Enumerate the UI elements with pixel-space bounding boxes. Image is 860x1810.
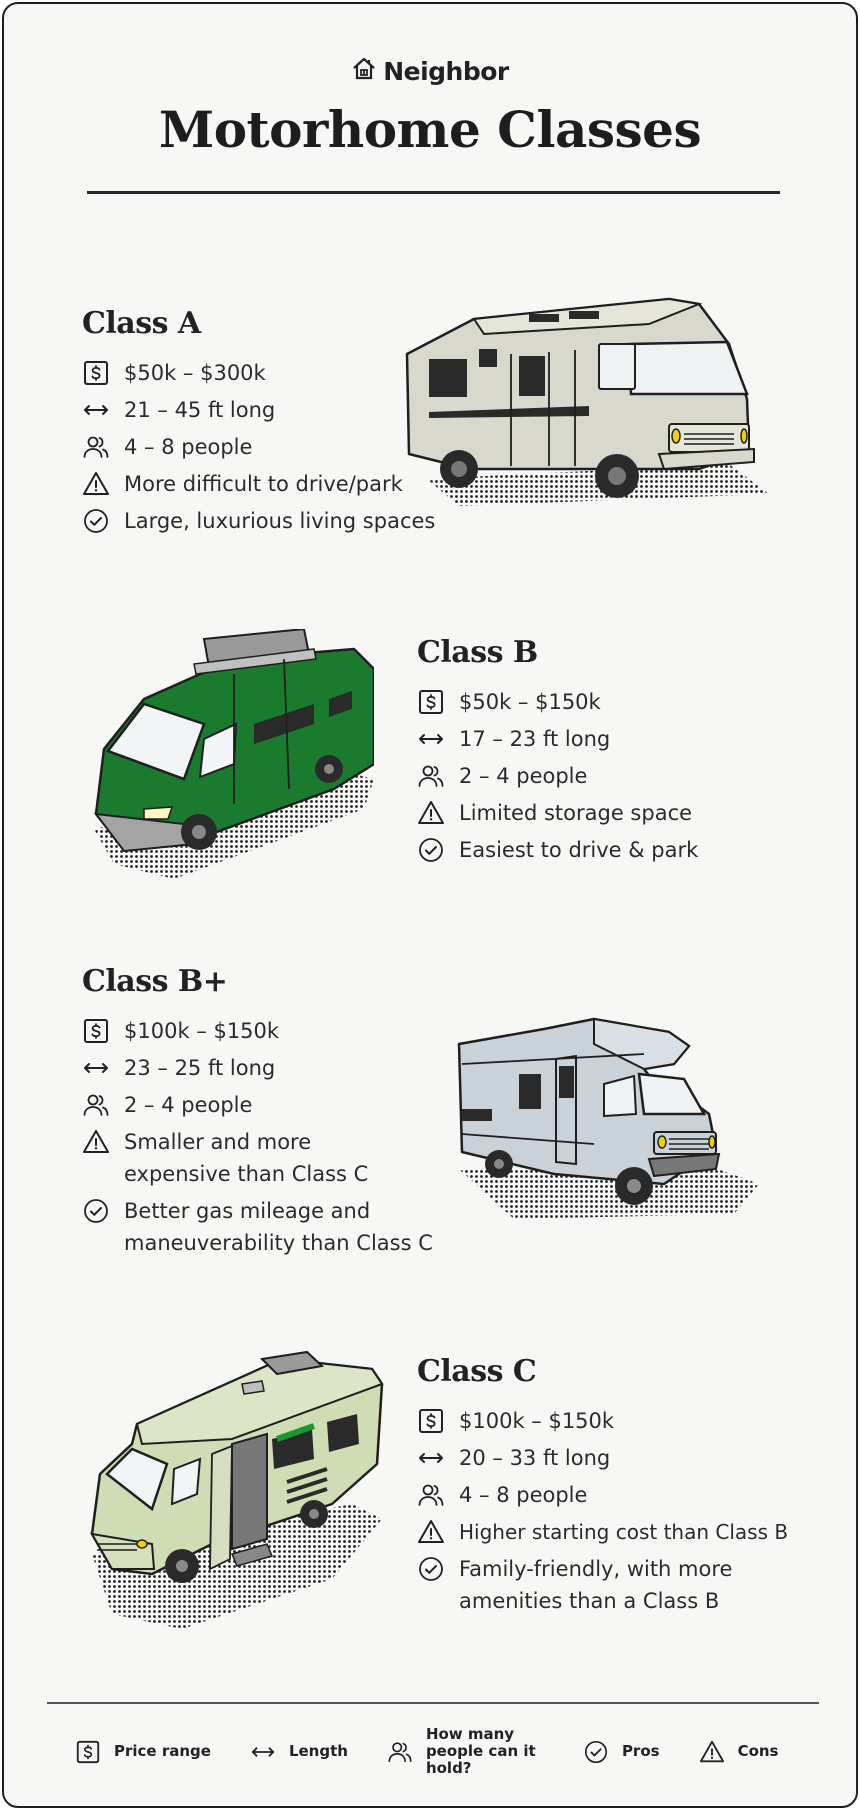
legend-cons: Cons (698, 1738, 779, 1766)
class-b-plus-length: 23 – 25 ft long (82, 1052, 464, 1084)
people-icon (417, 1479, 445, 1511)
warning-icon (417, 1516, 445, 1548)
brand-logo (4, 56, 856, 87)
check-circle-icon (82, 505, 110, 537)
class-a-length: 21 – 45 ft long (82, 394, 484, 426)
class-a-price: $50k – $300k (82, 357, 484, 389)
class-c-rv-illustration (82, 1344, 392, 1629)
people-icon (417, 760, 445, 792)
class-a-motorhome-illustration (399, 294, 769, 514)
title-divider (87, 191, 780, 194)
class-b-van-illustration (84, 629, 374, 889)
class-b-price: $50k – $150k (417, 686, 849, 718)
check-circle-icon (582, 1738, 610, 1766)
legend-people: How many people can it hold? (386, 1726, 544, 1777)
brand-name: Neighbor (383, 57, 509, 86)
infographic-card (2, 2, 858, 1808)
class-b-heading: Class B (417, 635, 538, 670)
page-title: Motorhome Classes (158, 100, 702, 159)
length-arrows-icon (417, 723, 445, 755)
class-c-heading: Class C (417, 1354, 537, 1389)
class-c-con: Higher starting cost than Class B (417, 1516, 851, 1548)
class-b-length: 17 – 23 ft long (417, 723, 849, 755)
house-icon (351, 56, 377, 87)
dollar-icon (417, 686, 445, 718)
dollar-icon (82, 357, 110, 389)
length-arrows-icon (417, 1442, 445, 1474)
people-icon (82, 431, 110, 463)
length-arrows-icon (82, 1052, 110, 1084)
class-b-plus-price: $100k – $150k (82, 1015, 464, 1047)
class-a-people: 4 – 8 people (82, 431, 484, 463)
warning-icon (698, 1738, 726, 1766)
legend-price: Price range (74, 1738, 211, 1766)
class-b-plus-section (82, 964, 464, 1264)
legend-pros: Pros (582, 1738, 660, 1766)
class-b-plus-rv-illustration (454, 1014, 764, 1229)
class-c-length: 20 – 33 ft long (417, 1442, 851, 1474)
class-b-con: Limited storage space (417, 797, 849, 829)
class-a-pro: Large, luxurious living spaces (82, 505, 484, 537)
legend (74, 1726, 816, 1777)
class-b-plus-pro: Better gas mileage and maneuverability than Class C (82, 1195, 464, 1259)
legend-length: Length (249, 1738, 348, 1766)
check-circle-icon (417, 1553, 445, 1585)
class-b-people: 2 – 4 people (417, 760, 849, 792)
class-b-plus-con: Smaller and more expensive than Class C (82, 1126, 464, 1190)
class-c-section (417, 1354, 851, 1622)
check-circle-icon (417, 834, 445, 866)
footer-divider (47, 1702, 819, 1704)
length-arrows-icon (249, 1738, 277, 1766)
class-b-plus-heading: Class B+ (82, 964, 228, 999)
people-icon (82, 1089, 110, 1121)
class-c-price: $100k – $150k (417, 1405, 851, 1437)
class-c-people: 4 – 8 people (417, 1479, 851, 1511)
class-a-con: More difficult to drive/park (82, 468, 484, 500)
dollar-icon (74, 1738, 102, 1766)
class-b-plus-people: 2 – 4 people (82, 1089, 464, 1121)
dollar-icon (417, 1405, 445, 1437)
class-b-section (417, 635, 849, 871)
class-c-pro: Family-friendly, with more amenities than a Class B (417, 1553, 851, 1617)
class-b-pro: Easiest to drive & park (417, 834, 849, 866)
people-icon (386, 1738, 414, 1766)
warning-icon (82, 1126, 110, 1158)
class-a-heading: Class A (82, 306, 201, 341)
length-arrows-icon (82, 394, 110, 426)
check-circle-icon (82, 1195, 110, 1227)
warning-icon (82, 468, 110, 500)
dollar-icon (82, 1015, 110, 1047)
warning-icon (417, 797, 445, 829)
